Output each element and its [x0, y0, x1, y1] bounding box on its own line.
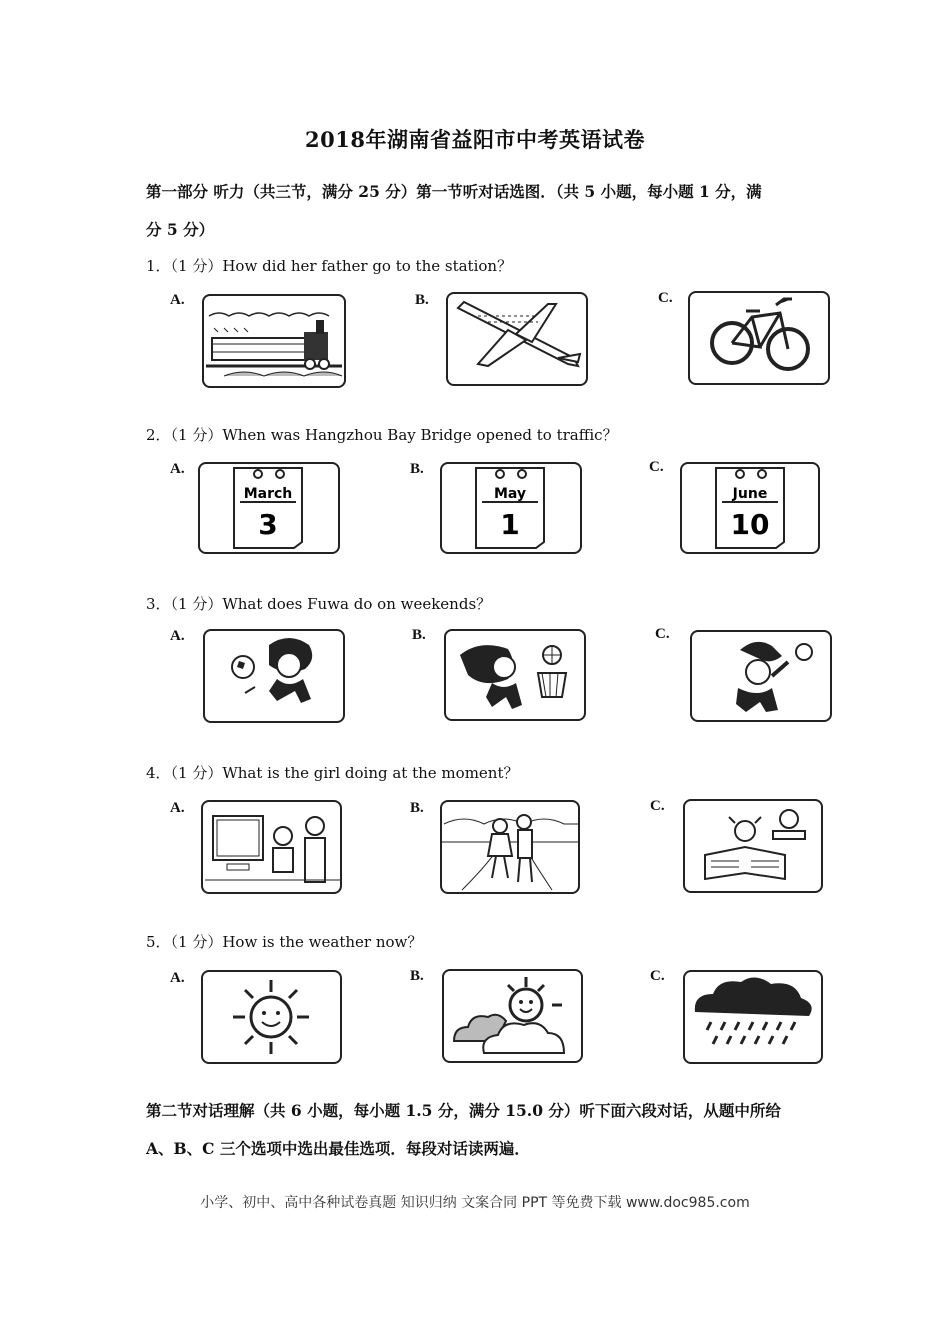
- question-5: 5．（1 分）How is the weather now？: [146, 933, 423, 951]
- calendar-month: June: [732, 486, 768, 502]
- calendar-month: May: [493, 486, 527, 502]
- newspaper-icon: [685, 801, 821, 891]
- walking-icon: [442, 802, 578, 892]
- sunny-picture[interactable]: [201, 970, 342, 1064]
- calendar-month: March: [243, 486, 293, 502]
- option-letter-c: C.: [658, 290, 673, 306]
- option-letter-b: B.: [410, 461, 424, 477]
- calendar-may-picture[interactable]: [440, 462, 582, 554]
- option-letter-b: B.: [412, 627, 426, 643]
- train-icon: [204, 296, 344, 386]
- basketball-picture[interactable]: [444, 629, 586, 721]
- sun-icon: [203, 972, 340, 1062]
- option-letter-b: B.: [410, 968, 424, 984]
- calendar-icon: [682, 464, 818, 552]
- part2-heading: [146, 1092, 826, 1168]
- tv-icon: [203, 802, 340, 892]
- walking-picture[interactable]: [440, 800, 580, 894]
- fuwa-basketball-icon: [446, 631, 584, 719]
- fuwa-soccer-icon: [205, 631, 343, 721]
- question-2: 2．（1 分）When was Hangzhou Bay Bridge opened to traffic？: [146, 426, 618, 444]
- newspaper-picture[interactable]: [683, 799, 823, 893]
- calendar-june-picture[interactable]: [680, 462, 820, 554]
- airplane-picture[interactable]: [446, 292, 588, 386]
- option-letter-a: A.: [170, 628, 185, 644]
- part1-heading-line2: 分 5 分）: [146, 220, 215, 239]
- calendar-day: 1: [500, 508, 520, 541]
- bicycle-icon: [690, 293, 828, 383]
- option-letter-a: A.: [170, 461, 185, 477]
- fuwa-volleyball-icon: [692, 632, 830, 720]
- question-1: 1．（1 分）How did her father go to the station？: [146, 257, 513, 275]
- airplane-icon: [448, 294, 586, 384]
- volleyball-picture[interactable]: [690, 630, 832, 722]
- part2-heading-line2: A、B、C 三个选项中选出最佳选项．每段对话读两遍．: [146, 1139, 530, 1158]
- train-picture[interactable]: [202, 294, 346, 388]
- option-letter-a: A.: [170, 292, 185, 308]
- tv-picture[interactable]: [201, 800, 342, 894]
- page-title: 2018年湖南省益阳市中考英语试卷: [305, 127, 645, 152]
- calendar-march-picture[interactable]: [198, 462, 340, 554]
- calendar-icon: [442, 464, 580, 552]
- calendar-day: 10: [730, 508, 770, 541]
- bicycle-picture[interactable]: [688, 291, 830, 385]
- option-letter-c: C.: [650, 798, 665, 814]
- footer-text[interactable]: 小学、初中、高中各种试卷真题 知识归纳 文案合同 PPT 等免费下载 www.doc985.com: [200, 1195, 750, 1211]
- soccer-picture[interactable]: [203, 629, 345, 723]
- question-3: 3．（1 分）What does Fuwa do on weekends？: [146, 595, 492, 613]
- option-letter-b: B.: [415, 292, 429, 308]
- option-letter-a: A.: [170, 970, 185, 986]
- part1-heading: [146, 173, 826, 249]
- partly-cloudy-icon: [444, 971, 581, 1061]
- calendar-day: 3: [258, 508, 278, 541]
- calendar-icon: [200, 464, 338, 552]
- option-letter-a: A.: [170, 800, 185, 816]
- part2-heading-line1: 第二节对话理解（共 6 小题，每小题 1.5 分，满分 15.0 分）听下面六段对话，从题中所给: [146, 1101, 781, 1120]
- part1-heading-line1: 第一部分 听力（共三节，满分 25 分）第一节听对话选图．（共 5 小题，每小题 1 分，满: [146, 182, 762, 201]
- option-letter-b: B.: [410, 800, 424, 816]
- option-letter-c: C.: [649, 459, 664, 475]
- partly-cloudy-picture[interactable]: [442, 969, 583, 1063]
- option-letter-c: C.: [655, 626, 670, 642]
- rainy-picture[interactable]: [683, 970, 823, 1064]
- rain-cloud-icon: [685, 972, 821, 1062]
- question-4: 4．（1 分）What is the girl doing at the moment？: [146, 764, 519, 782]
- option-letter-c: C.: [650, 968, 665, 984]
